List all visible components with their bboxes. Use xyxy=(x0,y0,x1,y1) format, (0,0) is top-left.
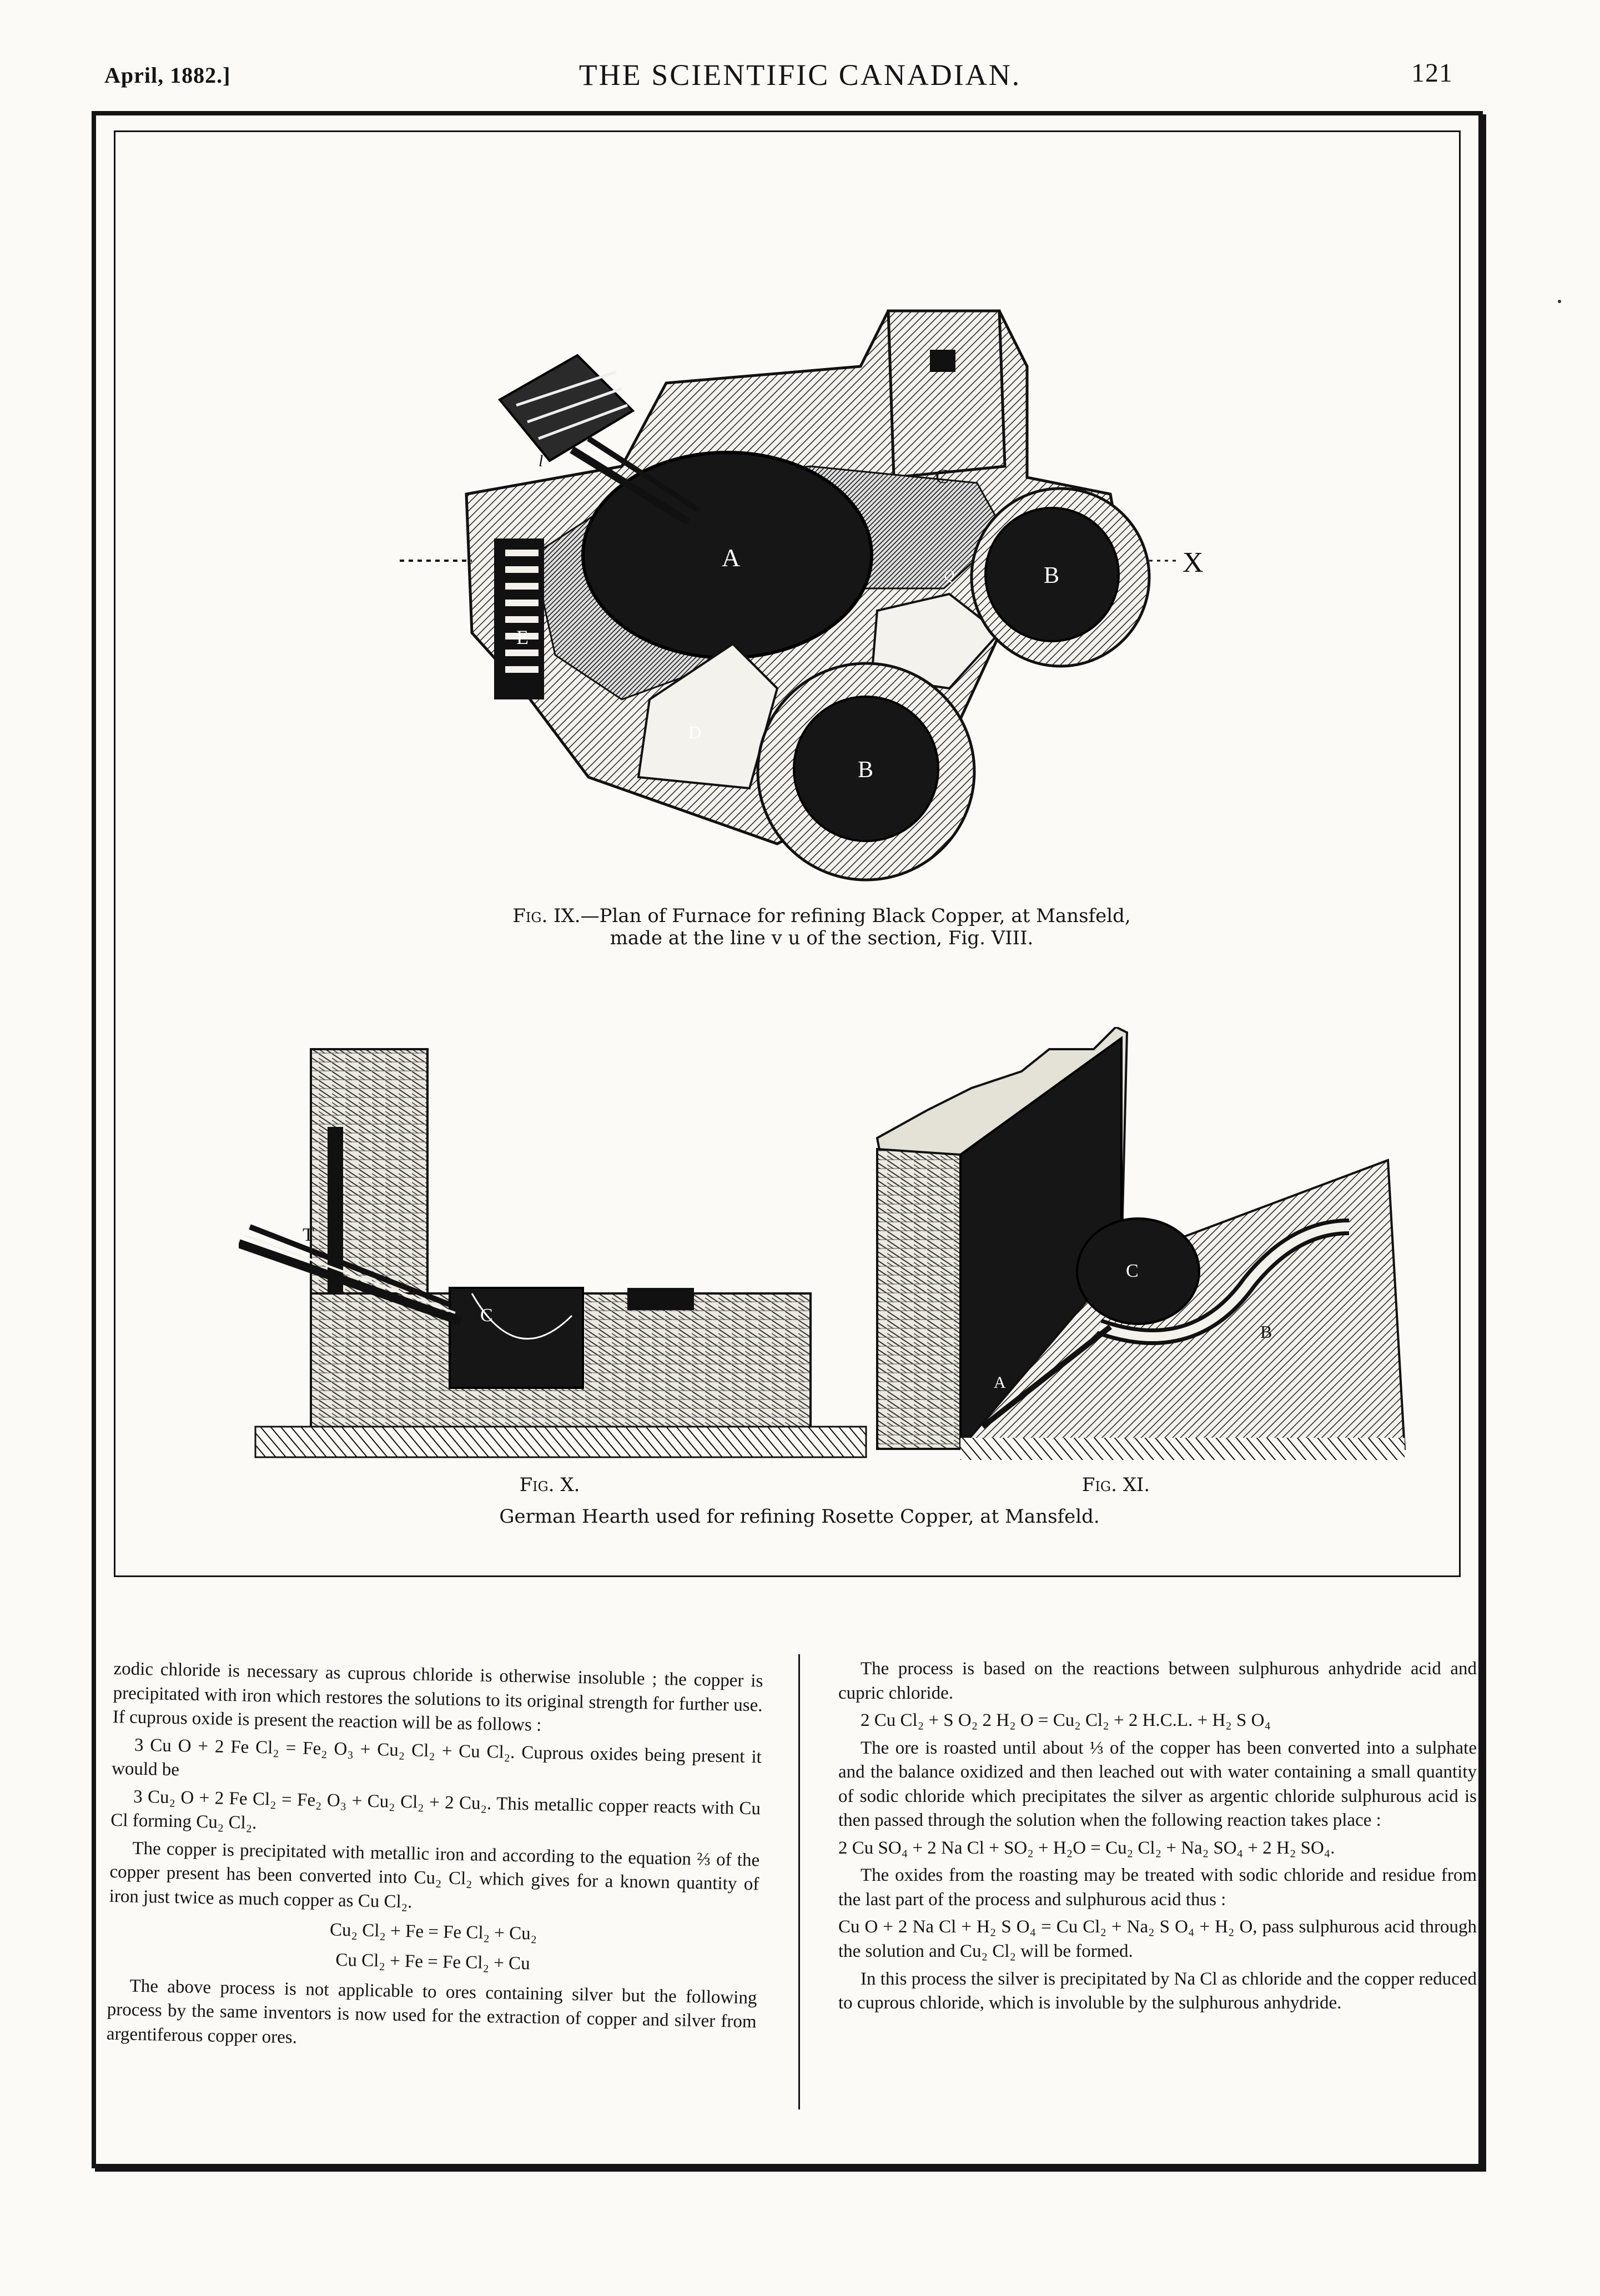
fig9-label-q: Q xyxy=(944,567,954,583)
fig9-label-l: l xyxy=(539,452,544,470)
left-paragraph-3: 3 Cu₂ O + 2 Fe Cl₂ = Fe₂ O₃ + Cu₂ Cl₂ + 2 Cu₂. This metallic copper reacts with Cu Cl forming Cu₂ Cl₂. xyxy=(110,1786,761,1834)
fig9-caption xyxy=(389,905,1255,949)
right-column xyxy=(838,1657,1477,2019)
left-paragraph-5: The above process is not applicable to ores containing silver but the following process by the same inventors is now used for the extraction of copper and silver from argentiferous copper ores. xyxy=(106,1976,757,2048)
shared-caption: German Hearth used for refining Rosette Copper, at Mansfeld. xyxy=(499,1506,1100,1528)
left-paragraph-2: 3 Cu O + 2 Fe Cl₂ = Fe₂ O₃ + Cu₂ Cl₂ + Cu Cl₂. Cuprous oxides being present it would be xyxy=(111,1735,762,1780)
fig9-flue-opening xyxy=(930,350,955,372)
fig9-label-b-right: B xyxy=(1044,563,1060,588)
fig9-label-b-bottom: B xyxy=(858,757,874,783)
fig9-grate-e xyxy=(494,538,544,699)
left-paragraph-4: The copper is precipitated with metallic iron and according to the equation ⅔ of the copper present has been converted into Cu₂ Cl₂ which gives for a known quantity of iron just twice as much copper as Cu Cl₂. xyxy=(109,1838,760,1912)
header-date: April, 1882.] xyxy=(104,63,231,88)
right-paragraph-1: The process is based on the reactions between sulphurous anhydride acid and cupric chloride. xyxy=(838,1659,1477,1703)
fig9-caption-line2: made at the line v u of the section, Fig. VIII. xyxy=(610,927,1034,949)
fig9-label-d: D xyxy=(688,722,702,742)
fig10-label-c: C xyxy=(480,1305,493,1326)
fig11-label: Fig. XI. xyxy=(1081,1474,1150,1496)
fig9-furnace-plan xyxy=(389,300,1255,899)
right-equation-2: 2 Cu SO₄ + 2 Na Cl + SO₂ + H₂O = Cu₂ Cl₂ + Na₂ SO₄ + 2 H₂ SO₄. xyxy=(838,1837,1335,1858)
right-paragraph-2: The ore is roasted until about ⅓ of the copper has been converted into a sulphate and the balance oxidized and then leached out with water containing a small quantity of sodic chloride which precipitates the silver as argentic chloride sulphurous acid is then passed through the solution when the following reaction takes place : xyxy=(838,1738,1477,1831)
fig9-caption-line1: —Plan of Furnace for refining Black Copper, at Mansfeld, xyxy=(580,905,1131,927)
right-equation-1: 2 Cu Cl₂ + S O₂ 2 H₂ O = Cu₂ Cl₂ + 2 H.C.L. + H₂ S O₄ xyxy=(861,1710,1271,1731)
left-column xyxy=(106,1657,763,2062)
column-divider xyxy=(798,1654,800,2109)
left-equation-2: Cu Cl₂ + Fe = Fe Cl₂ + Cu xyxy=(335,1950,530,1974)
fig9-label-a: A xyxy=(722,543,741,572)
fig9-label-x: X xyxy=(1183,547,1204,578)
fig9-label-c: C xyxy=(935,465,949,487)
fig11-label-c: C xyxy=(1126,1261,1139,1281)
fig9-caption-lead: Fig. IX. xyxy=(512,905,581,927)
right-paragraph-3: The oxides from the roasting may be treated with sodic chloride and residue from the last part of the process and sulphurous acid thus : xyxy=(838,1865,1477,1910)
fig10-label-t: T xyxy=(303,1225,314,1245)
page-number: 121 xyxy=(1411,58,1453,88)
fig11-hearth-perspective xyxy=(861,1027,1416,1460)
left-equation-1: Cu₂ Cl₂ + Fe = Fe Cl₂ + Cu₂ xyxy=(329,1920,537,1945)
fig11-label-b: B xyxy=(1260,1322,1272,1342)
fig10-hearth-section xyxy=(239,1027,877,1460)
right-paragraph-4: Cu O + 2 Na Cl + H₂ S O₄ = Cu Cl₂ + Na₂ S O₄ + H₂ O, pass sulphurous acid through the solution and Cu₂ Cl₂ will be formed. xyxy=(838,1917,1477,1962)
fig9-label-e: E xyxy=(516,626,529,648)
fig11-label-a: A xyxy=(994,1373,1006,1392)
header-title: THE SCIENTIFIC CANADIAN. xyxy=(578,58,1022,92)
left-paragraph-1: zodic chloride is necessary as cuprous chloride is otherwise insoluble ; the copper is precipitated with iron which restores the solutions to its original strength for further use. If cuprous oxide is present the reaction will be as follows : xyxy=(112,1658,763,1735)
fig10-label: Fig. X. xyxy=(519,1474,580,1496)
right-paragraph-5: In this process the silver is precipitated by Na Cl as chloride and the copper reduced to cuprous chloride, which is involuble by the sulphurous anhydride. xyxy=(838,1968,1477,2013)
margin-speck xyxy=(1558,300,1561,303)
